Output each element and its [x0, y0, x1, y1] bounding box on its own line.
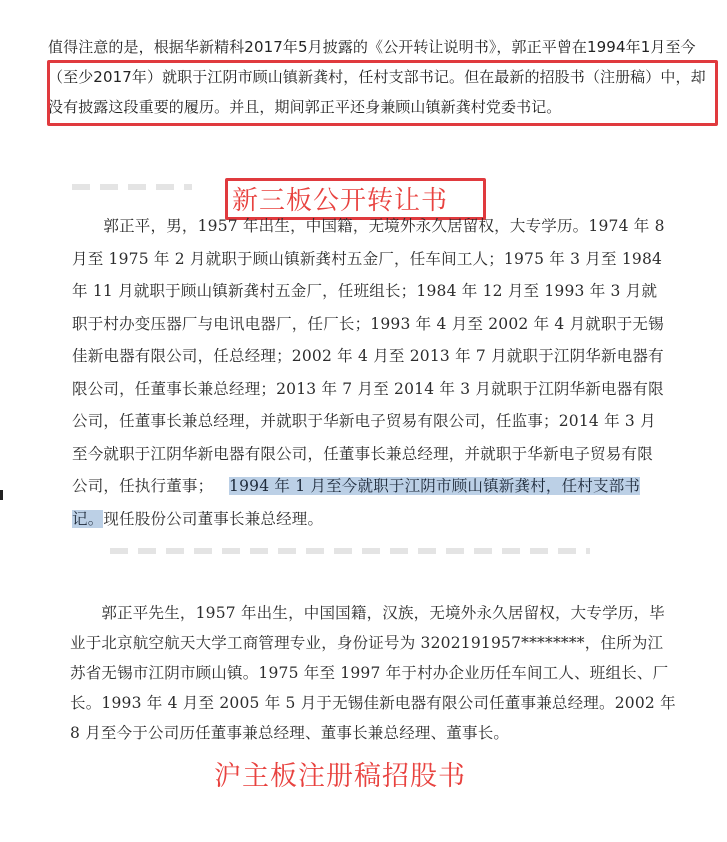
- article-paragraph: 值得注意的是，根据华新精科2017年5月披露的《公开转让说明书》，郭正平曾在1994年1月至今（至少2017年）就职于江阴市顾山镇新龚村，任村支部书记。但在最新的招股书（注册稿）中，却没有披露这段重要的履历。并且，期间郭正平还身兼顾山镇新龚村党委书记。: [48, 38, 706, 116]
- scanned-excerpt-transfer-statement: [72, 210, 668, 535]
- excerpt-text: 郭正平先生，1957 年出生，中国国籍，汉族，无境外永久居留权，大专学历，毕业于北京航空航天大学工商管理专业，身份证号为 3202191957********，住所为江苏省无锡市江阴市顾山镇。1975 年至 1997 年于村办企业历任车间工人、班组长、厂长。1993 年 4 月至 2005 年 5 月于无锡佳新电器有限公司任董事兼总经理。2002 年 8 月至今于公司历任董事兼总经理、董事长兼总经理、董事长。: [70, 604, 676, 742]
- faded-text-line: [72, 184, 192, 190]
- faded-text-line: [110, 548, 590, 554]
- annotation-label-prospectus: 沪主板注册稿招股书: [214, 761, 466, 792]
- scanned-excerpt-prospectus: [70, 598, 676, 748]
- highlighted-excerpt-text: 1994 年 1 月至今就职于江阴市顾山镇新龚村，任村支部书记。: [72, 477, 641, 528]
- red-highlight-box-intro: [47, 60, 718, 126]
- excerpt-text: 郭正平，男，1957 年出生，中国籍，无境外永久居留权，大专学历。1974 年 8 月至 1975 年 2 月就职于顾山镇新龚村五金厂，任车间工人；1975 年 3 月至 1984 年 11 月就职于顾山镇新龚村五金厂，任班组长；1984 年 12 月至 1993 年 3 月就职于村办变压器厂与电讯电器厂，任厂长；1993 年 4 月至 2002 年 4 月就职于无锡佳新电器有限公司，任总经理；2002 年 4 月至 2013 年 7 月就职于江阴华新电器有限公司，任董事长兼总经理；2013 年 7 月至 2014 年 3 月就职于江阴华新电器有限公司，任董事长兼总经理，并就职于华新电子贸易有限公司，任监事；2014 年 3 月至今就职于江阴华新电器有限公司，任董事长兼总经理，并就职于华新电子贸易有限公司，任执行董事；: [72, 217, 665, 495]
- page-edge-mark: [0, 490, 3, 500]
- excerpt-text-tail: 现任股份公司董事长兼总经理。: [103, 509, 324, 528]
- annotation-label-new-third-board: 新三板公开转让书: [232, 186, 449, 216]
